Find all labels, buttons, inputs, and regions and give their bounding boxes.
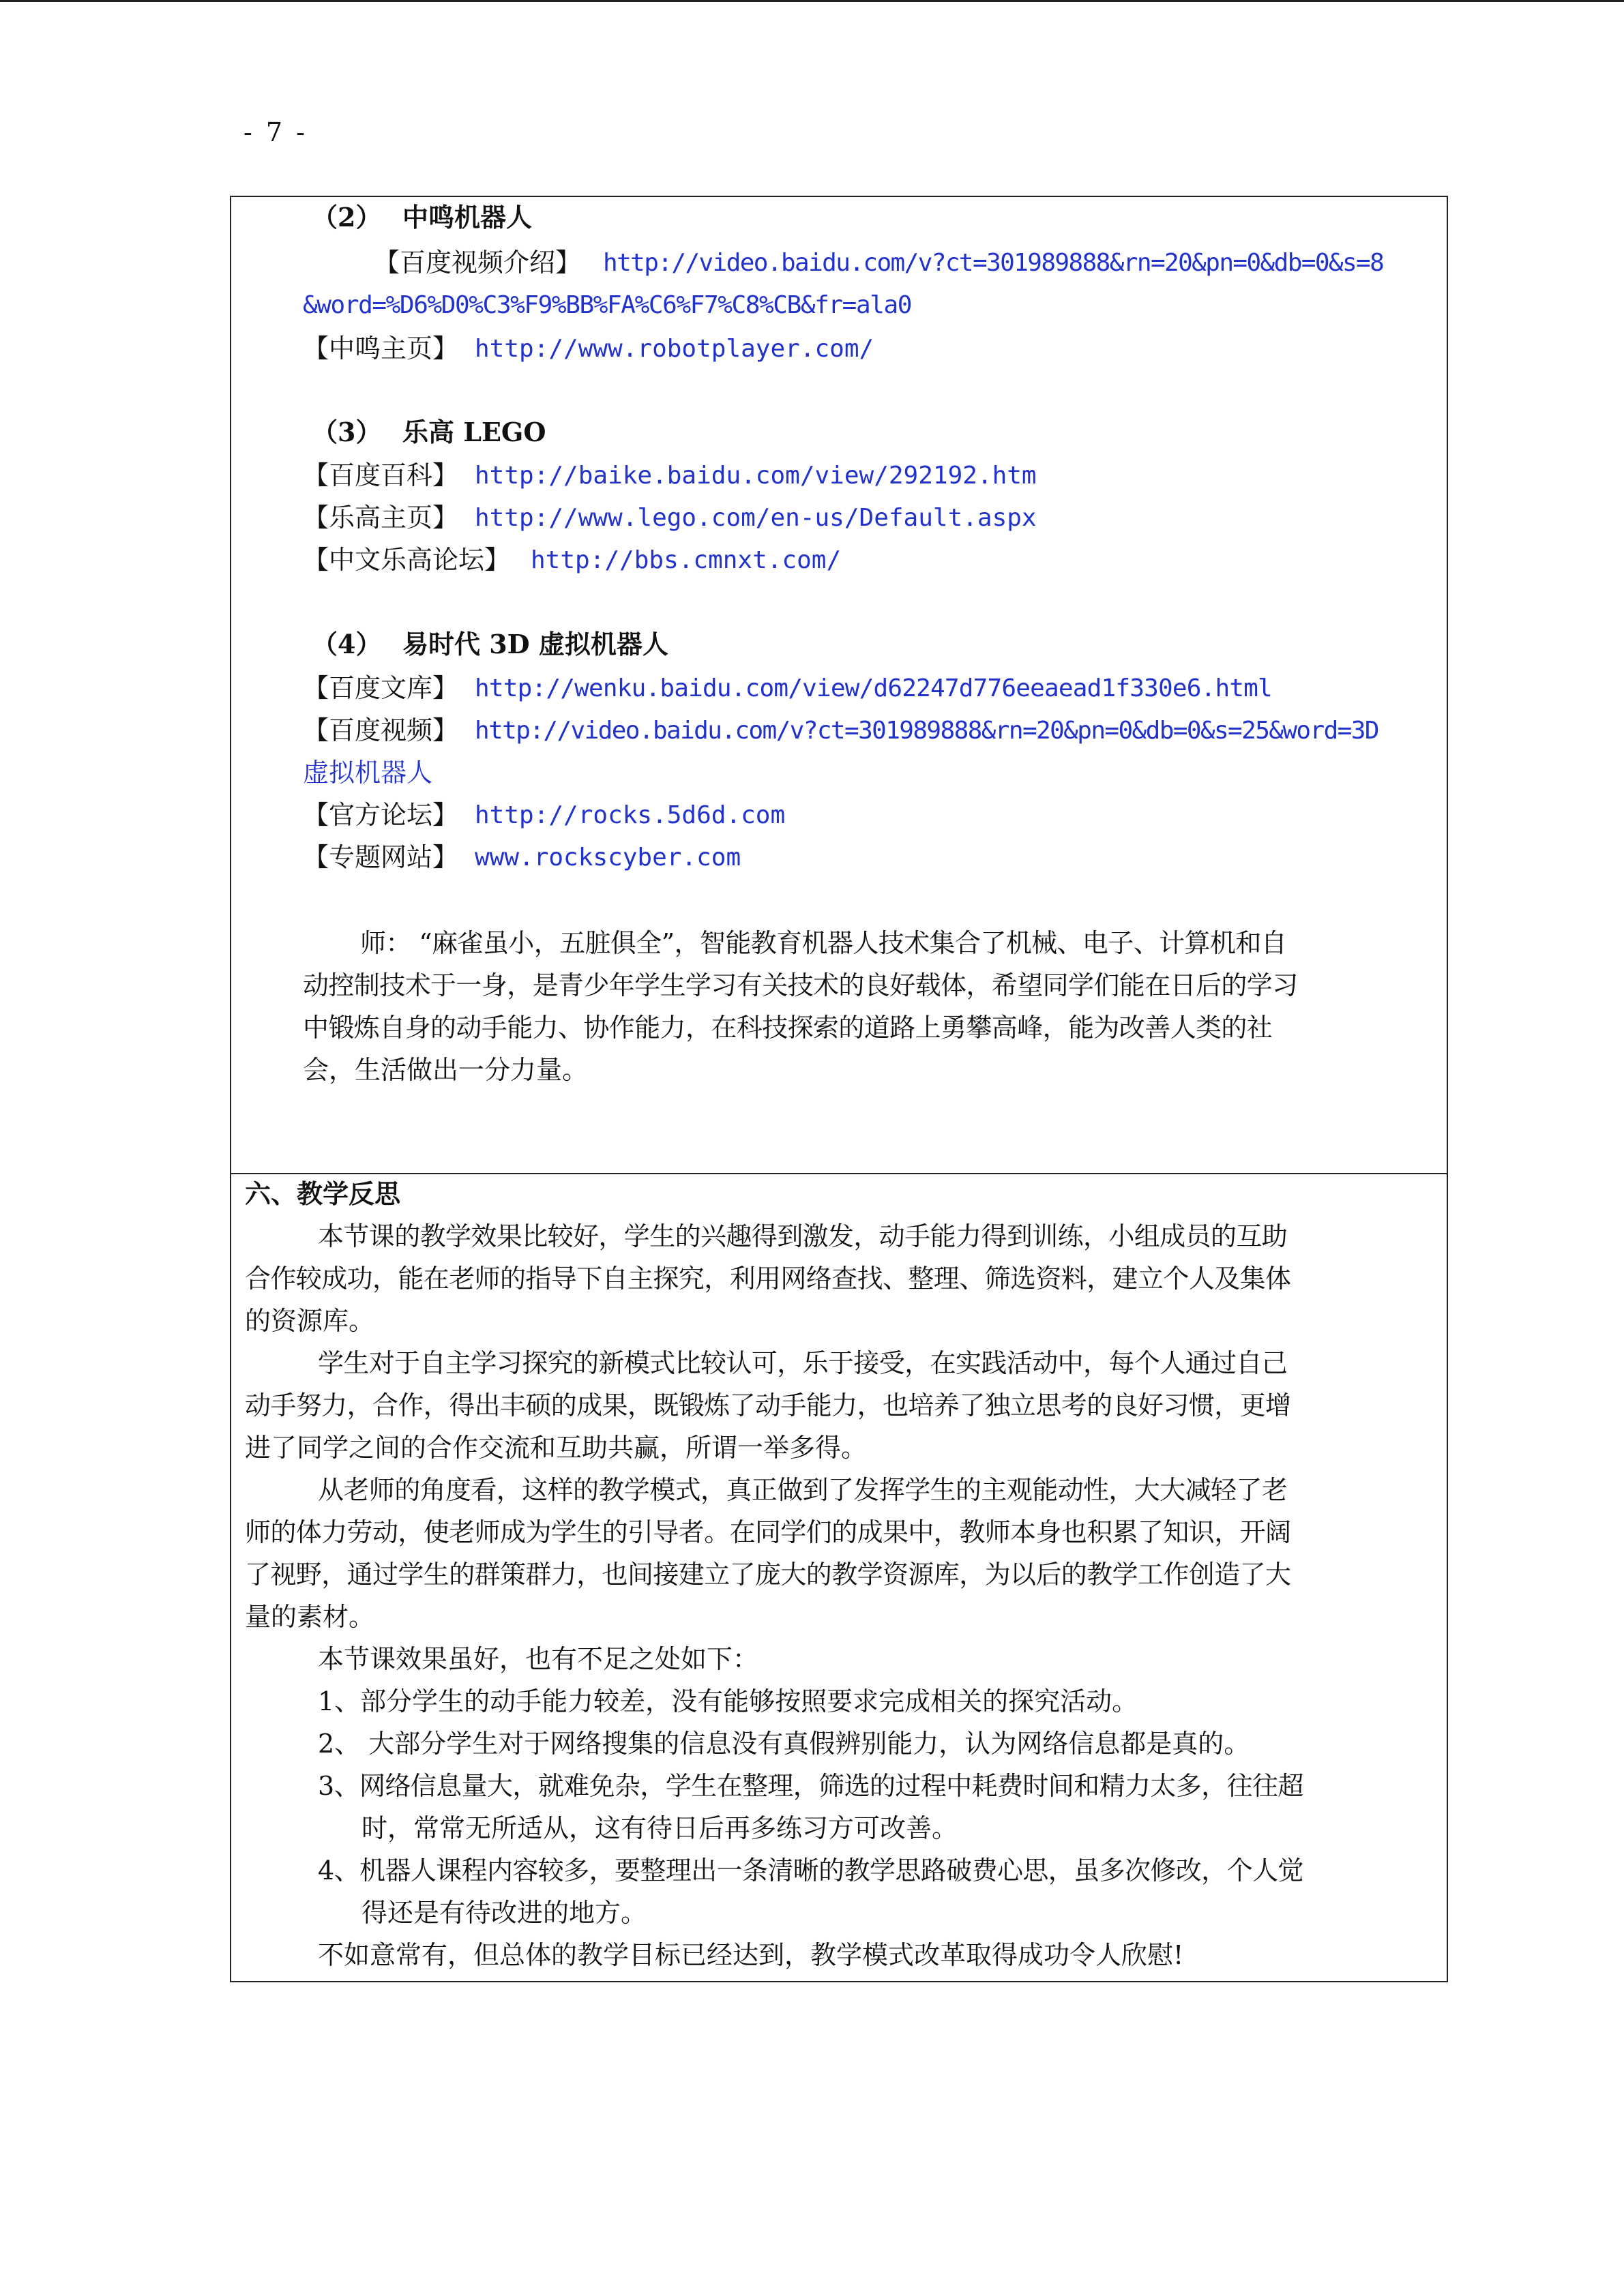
link-label: 【百度视频介绍】	[374, 248, 582, 278]
wenku-link[interactable]: http://wenku.baidu.com/view/d62247d776eeaead1f330e6.html	[475, 674, 1272, 702]
link-label: 【中文乐高论坛】	[303, 545, 511, 575]
link-label: 【专题网站】	[303, 842, 459, 872]
lego-home-link[interactable]: http://www.lego.com/en-us/Default.aspx	[475, 504, 1037, 532]
link-label: 【中鸣主页】	[303, 333, 459, 363]
video-link-cont[interactable]: 虚拟机器人	[303, 758, 433, 788]
heading-3-num: （3）	[312, 417, 382, 447]
official-forum-link[interactable]: http://rocks.5d6d.com	[475, 801, 786, 829]
heading-4-num: （4）	[312, 629, 382, 659]
reflection-line: 师的体力劳动，使老师成为学生的引导者。在同学们的成果中，教师本身也积累了知识，开阔	[245, 1517, 1291, 1547]
zhongming-home-link[interactable]: http://www.robotplayer.com/	[475, 335, 874, 363]
link-label: 【百度百科】	[303, 460, 459, 490]
video-link[interactable]: http://video.baidu.com/v?ct=301989888&rn=20&pn=0&db=0&s=25&word=3D	[475, 717, 1378, 745]
link-label: 【官方论坛】	[303, 800, 459, 830]
reflection-line: 本节课效果虽好，也有不足之处如下：	[318, 1644, 759, 1674]
page-top-border	[0, 0, 1624, 2]
video-intro-link[interactable]: http://video.baidu.com/v?ct=301989888&rn=20&pn=0&db=0&s=8	[603, 249, 1384, 277]
reflection-line: 量的素材。	[245, 1602, 375, 1632]
reflection-line: 进了同学之间的合作交流和互助共赢，所谓一举多得。	[245, 1433, 868, 1463]
reflection-line: 了视野，通过学生的群策群力，也间接建立了庞大的教学资源库，为以后的教学工作创造了大	[245, 1560, 1291, 1590]
heading-2-num: （2）	[312, 202, 382, 233]
shortcoming-item: 1、部分学生的动手能力较差，没有能够按照要求完成相关的探究活动。	[318, 1686, 1138, 1716]
closing-line: 不如意常有，但总体的教学目标已经达到，教学模式改革取得成功令人欣慰!	[318, 1940, 1184, 1970]
teacher-paragraph-line: 师： “麻雀虽小，五脏俱全”，智能教育机器人技术集合了机械、电子、计算机和自	[360, 928, 1287, 958]
reflection-line: 的资源库。	[245, 1306, 375, 1336]
heading-2-title: 中鸣机器人	[402, 202, 533, 233]
reflection-line: 本节课的教学效果比较好，学生的兴趣得到激发，动手能力得到训练，小组成员的互助	[318, 1221, 1288, 1251]
heading-4-title: 易时代 3D 虚拟机器人	[402, 629, 668, 659]
baike-link[interactable]: http://baike.baidu.com/view/292192.htm	[475, 462, 1037, 490]
shortcoming-item-cont: 得还是有待改进的地方。	[361, 1898, 647, 1928]
lego-forum-link[interactable]: http://bbs.cmnxt.com/	[531, 546, 842, 574]
reflection-line: 动手努力，合作，得出丰硕的成果，既锻炼了动手能力，也培养了独立思考的良好习惯，更增	[245, 1390, 1291, 1420]
video-intro-link-cont[interactable]: &word=%D6%D0%C3%F9%BB%FA%C6%F7%C8%CB&fr=ala0	[303, 291, 912, 319]
shortcoming-item: 3、网络信息量大，就难免杂，学生在整理，筛选的过程中耗费时间和精力太多，往往超	[318, 1771, 1303, 1801]
page-number: - 7 -	[243, 117, 308, 147]
teacher-paragraph-line: 会，生活做出一分力量。	[303, 1055, 589, 1085]
shortcoming-item-cont: 时，常常无所适从，这有待日后再多练习方可改善。	[361, 1813, 958, 1843]
teacher-paragraph-line: 动控制技术于一身，是青少年学生学习有关技术的良好载体，希望同学们能在日后的学习	[303, 970, 1298, 1000]
reflection-line: 从老师的角度看，这样的教学模式，真正做到了发挥学生的主观能动性，大大减轻了老	[318, 1475, 1288, 1505]
teacher-paragraph-line: 中锻炼自身的动手能力、协作能力，在科技探索的道路上勇攀高峰，能为改善人类的社	[303, 1013, 1273, 1043]
heading-3-title: 乐高 LEGO	[402, 417, 546, 447]
link-label: 【百度文库】	[303, 673, 459, 703]
section-title: 六、教学反思	[245, 1178, 401, 1209]
topic-site-link[interactable]: www.rockscyber.com	[475, 844, 741, 871]
shortcoming-item: 4、机器人课程内容较多，要整理出一条清晰的教学思路破费心思，虽多次修改，个人觉	[318, 1855, 1303, 1885]
link-label: 【百度视频】	[303, 715, 459, 745]
shortcoming-item: 2、 大部分学生对于网络搜集的信息没有真假辨别能力，认为网络信息都是真的。	[318, 1729, 1250, 1759]
reflection-line: 学生对于自主学习探究的新模式比较认可，乐于接受，在实践活动中，每个人通过自己	[318, 1348, 1288, 1378]
link-label: 【乐高主页】	[303, 503, 459, 533]
reflection-line: 合作较成功，能在老师的指导下自主探究，利用网络查找、整理、筛选资料，建立个人及集体	[245, 1264, 1291, 1294]
